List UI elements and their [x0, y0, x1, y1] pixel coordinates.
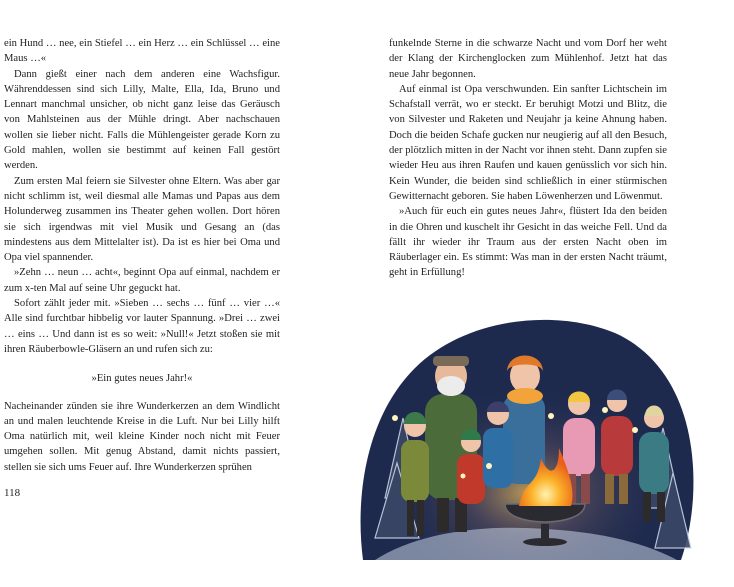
- paragraph: »Zehn … neun … acht«, beginnt Opa auf einmal, nachdem er zum x-ten Mal auf seine Uhr geguckt hat.: [4, 267, 280, 294]
- paragraph: Sofort zählt jeder mit. »Sieben … sechs … fünf … vier …« Alle sind furchtbar hibbelig vor lauter Spannung. »Drei … zwei … eins … Und dann ist es so weit: »Null!« Jetzt stoßen sie mit ihren Räuberbowle-Gläsern an und rufen sich zu:: [4, 298, 280, 355]
- right-page: [367, 0, 734, 587]
- paragraph: funkelnde Sterne in die schwarze Nacht und vom Dorf her weht der Klang der Kirchenglocken zum Mühlenhof. Jetzt hat das neue Jahr begonnen.: [389, 38, 667, 80]
- page-number: 118: [4, 487, 21, 499]
- centered-exclamation: »Ein gutes neues Jahr!«: [91, 373, 193, 385]
- kid-blue-jacket: [483, 402, 513, 489]
- right-page-text: [389, 36, 667, 281]
- new-year-bonfire-illustration: [355, 298, 697, 560]
- paragraph: Nacheinander zünden sie ihre Wunderkerzen an dem Windlicht an und malen leuchtende Kreise in die Luft. Nur bei Lilly hilft Oma natürlich mit, weil kleine Kinder noch nicht mit Feuer umgehen sollen. Mit genug Abstand, damit nichts passiert, stellen sie sich ums Feuer auf. Ihre Wunderkerzen sprühen: [4, 400, 280, 473]
- left-page-text: [4, 36, 280, 475]
- paragraph: »Auch für euch ein gutes neues Jahr«, flüstert Ida den beiden in die Ohren und kuschelt ihr Gesicht in das weiche Fell. Und da fällt ihr wieder ihr Traum aus der ersten Nacht oben im Räuberlager ein. Es stimmt: Was man in der ersten Nacht träumt, geht in Erfüllung!: [389, 206, 667, 279]
- kid-red-coat: [457, 430, 485, 505]
- paragraph: ein Hund … nee, ein Stiefel … ein Herz … ein Schlüssel … eine Maus …«: [4, 38, 280, 65]
- paragraph: Auf einmal ist Opa verschwunden. Ein sanfter Lichtschein im Schafstall verrät, wo er steckt. Er beruhigt Motzi und Blitz, die von Silvester und Raketen und Neujahr ja keine Ahnung haben. Doch die beiden Schafe gucken nur neugierig auf all den Besuch, der plötzlich mitten in der Nacht vor ihnen steht. Dann zupfen sie wieder Heu aus ihren Raufen und kauen genüsslich vor sich hin. Kein Wunder, die beiden sind schließlich in einer stürmischen Gewitternacht geboren. Sie haben Löwenherzen und Löwenmut.: [389, 83, 667, 202]
- paragraph: Dann gießt einer nach dem anderen eine Wachsfigur. Währenddessen sind sich Lilly, Malte, Ella, Ida, Bruno und Lennart manchmal unsicher, ob nicht ganz leise das Geräusch von Mahlsteinen aus der Mühle dringt. Aber nachschauen wollen sie lieber nicht. Falls die Mühlengeister gerade Korn zu Gold mahlen, wollen sie bestimmt auf keinen Fall gestört werden.: [4, 68, 280, 172]
- paragraph: Zum ersten Mal feiern sie Silvester ohne Eltern. Was aber gar nicht schlimm ist, weil diesmal alle Mamas und Papas aus dem Holunderweg zusammen ins Theater gehen wollen. Dort hören sie sich irgendwas mit viel Musik und Gesang an (das mindestens aus dem Mittelalter ist). Da ist es hier bei Oma und Opa viel spannender.: [4, 175, 280, 264]
